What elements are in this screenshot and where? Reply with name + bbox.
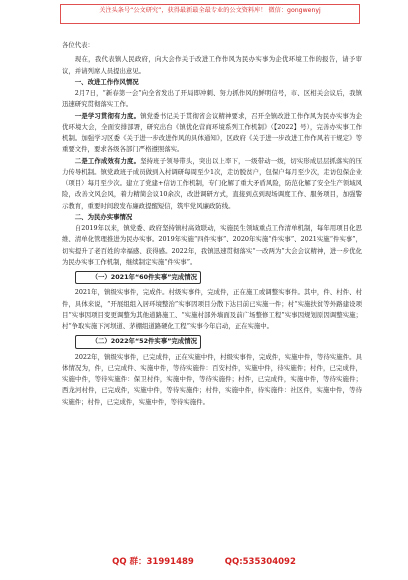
section-1-title: 一、改进工作作风情况 xyxy=(74,77,139,86)
footer-contact xyxy=(0,555,408,567)
paragraph-text: 镇党委书记关于贯彻省会议精神要求，召开全镇改进工作作风为民办实事为企优环境大会，全面安排部署，研究出台《镇优化营商环境系列工作机制》（【2022】号），完善办实事工作机制。加强学习区委《关于进一步改进作风的具体通知》，区政府《关于进一步改进工作作风若干规定》等重要文件，要求各级各部门严格遵照落实。 xyxy=(62,111,363,154)
subsection-1-heading xyxy=(62,271,362,284)
paragraph-lead: 二是工作成效有力度。 xyxy=(74,156,141,165)
footer-qq-group: QQ 群：31991489 xyxy=(112,557,194,567)
greeting: 各位代表： xyxy=(62,41,94,49)
footer-qq: QQ:535304092 xyxy=(224,557,296,567)
subsection-1-title: （一）2021年“60件实事”完成情况 xyxy=(75,271,201,284)
section-1-paragraph-1: 2月7日，“新春第一会”向全省发出了开局即冲刺、努力抓作风的鲜明信号，市、区相关会议后，我镇迅速研究贯彻落实工作。 xyxy=(62,89,362,109)
intro-paragraph: 现在，我代表镇人民政府，向大会作关于改进工作作风为民办实事为企优环境工作的报告，请予审议，并请列席人员提出意见。 xyxy=(62,55,362,75)
document-body xyxy=(62,40,362,408)
subsection-2-title: （二）2022年“52件实事”完成情况 xyxy=(75,335,201,348)
section-2-paragraph-1: 自2019年以来，镇党委、政府坚持镇村高效联动，实施民生领域重点工作清单机制，每年用项目化思维、清单化管理推进为民办实事。2019年实施“四件实事”、2020年实施“件实事”、2021实施“件实事”，切实提升了老百姓的幸福感、获得感。2022年，我镇迅速贯彻落实“一改两为”大会会议精神，进一步优化为民办实事工作机制，继续制定实施“件实事”。 xyxy=(62,224,362,266)
section-1-paragraph-2 xyxy=(62,111,362,156)
section-1-paragraph-3 xyxy=(62,156,362,212)
paragraph-lead: 一是学习贯彻有力度。 xyxy=(74,111,141,120)
subsection-2-heading xyxy=(62,335,362,348)
header-banner xyxy=(60,4,360,24)
section-2-title: 二、为民办实事情况 xyxy=(74,212,133,221)
banner-text: 关注头条号“公文研究”，获得最新最全最专业的公文资料库！ 微信：gongwenyj xyxy=(99,7,321,14)
paragraph-text: 坚持班子领导带头，突出以上率下，一级带动一级，切实形成层层抓落实的压力传导机制。镇党政班子成员做到入村调研每周至少1次，走访脱贫户，包保户每月至少次，走访包保企业（项目）每月至少次。建立了党建+信访工作机制，专门化解了重大矛盾风险，防范化解了安全生产领域风险，改善文风会风，着力精简会议10余次，改进调研方式，直接到点到现场调度工作、服务项目，加强警示教育，重要时间段发布廉政提醒短信，筑牢党风廉政防线。 xyxy=(62,156,363,210)
subsection-2-paragraph: 2022年，镇级实事件，已完成件，正在实施中件，村级实事件，完成件，实施中件，等待实施件。具体情况为，件，已完成件、实施中件，等待实施件：百安村件，实施中件，待实施件；村件，已完成件，实施中件，等待实施件：保卫村件，实施中件，等待实施件；村件，已完成件，实施中件，等待实施件；西龙河村件，已完成件，实施中件，等待实施件；村件，实施中件，待实施件：社区件，实施中件，等待实施件；村件，已完成件，实施中件，等待实施件。 xyxy=(62,352,362,406)
subsection-1-paragraph: 2021年，镇级实事件，完成件。村级实事件，完成件，正在施工或调整实事件。其中，件、村件、村件，具体来说，“开展组组入居环境整治”实事因项目分散下达目前已实施一件；村“实施扶贫等外路建设项目”实事因项目变更调整为其他道路施工、“实施村部外墙面及前广场整修工程”实事因规划原因调整实施；村“争取实施下河坝道、茅棚组道路硬化工程”实事今年启动，正在实施中。 xyxy=(62,288,362,330)
